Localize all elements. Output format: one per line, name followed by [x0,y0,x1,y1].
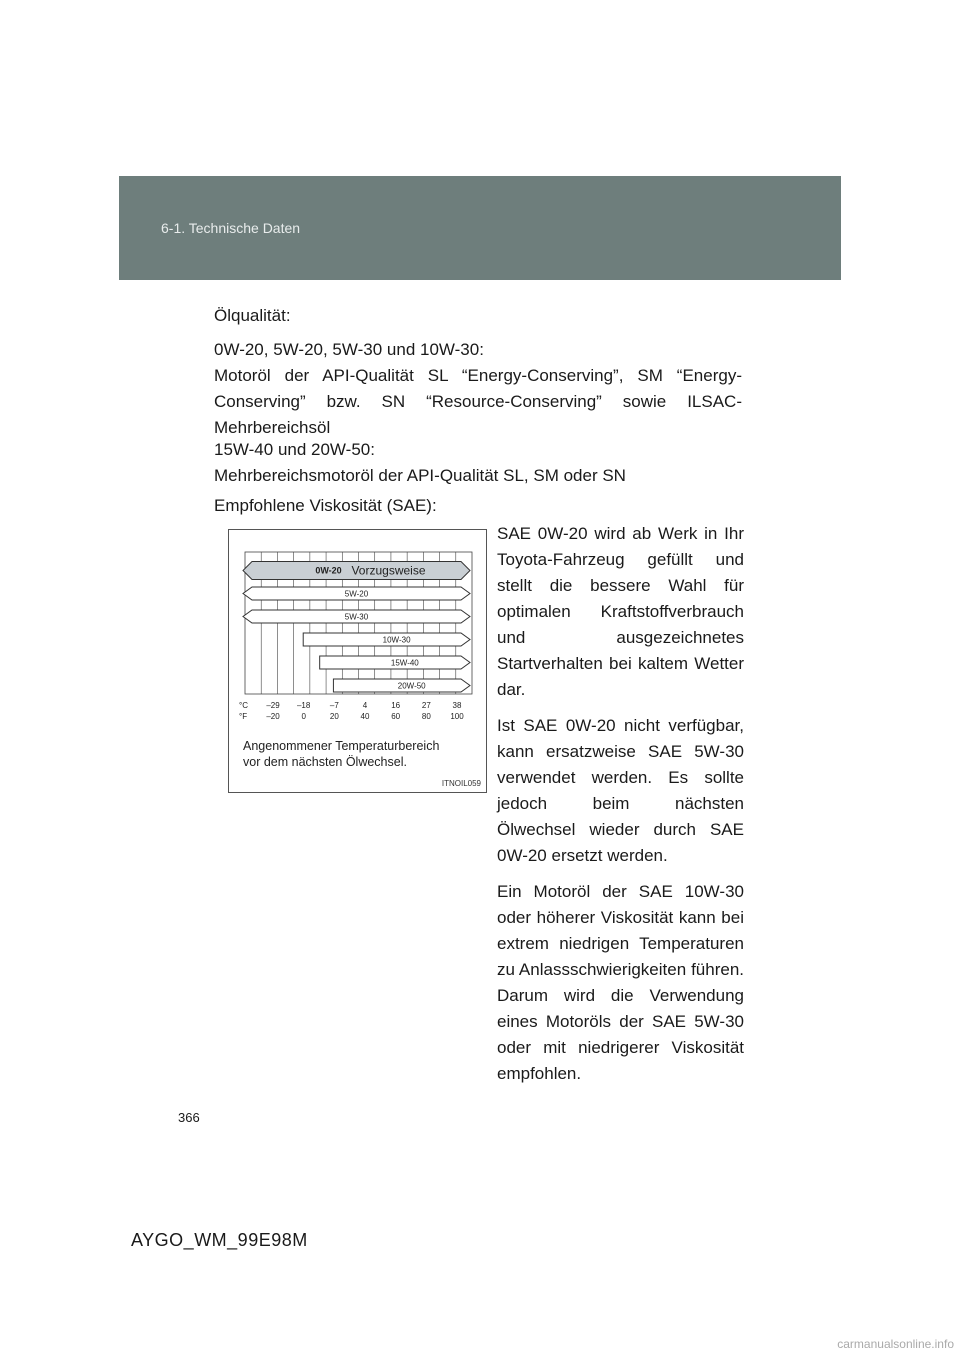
recommendation-paragraph: Ist SAE 0W-20 nicht verfügbar, kann ersatzweise SAE 5W-30 verwendet werden. Es sollte jedoch beim nächsten Ölwechsel wieder durch SAE 0W-20 ersetzt werden. [497,716,744,865]
viscosity-chart [228,529,487,793]
paragraph-title: 0W-20, 5W-20, 5W-30 und 10W-30: [214,340,484,359]
recommendation-text [497,521,744,1097]
paragraph-title: 15W-40 und 20W-50: [214,440,375,459]
paragraph-body: Mehrbereichsmotoröl der API-Qualität SL, SM oder SN [214,466,626,485]
bar-label: 5W-20 [344,589,369,599]
bar-label: 15W-40 [390,658,419,668]
figure-code: ITNOIL059 [441,779,481,788]
bar-label: 20W-50 [397,681,426,691]
section-title: 6-1. Technische Daten [161,220,301,236]
paragraph-high-viscosity [214,437,742,489]
caption-line: vor dem nächsten Ölwechsel. [243,755,407,769]
bar-label: 10W-30 [382,635,411,645]
celsius-tick-label: –7 [329,701,339,710]
fahrenheit-tick-label: –20 [266,712,280,721]
paragraph-low-viscosity [214,337,742,441]
chart-caption [243,738,439,770]
section-header [119,176,841,280]
fahrenheit-unit-label: °F [239,712,248,721]
preferred-label: Vorzugsweise [351,563,426,578]
document-id: AYGO_WM_99E98M [131,1230,308,1250]
paragraph-body: Motoröl der API-Qualität SL “Energy-Conserving”, SM “Energy-Conserving” bzw. SN “Resource-Conserving” sowie ILSAC-Mehrbereichsöl [214,366,742,437]
bar-label: 5W-30 [344,612,369,622]
celsius-tick-label: 38 [452,701,462,710]
watermark: carmanualsonline.info [837,1337,954,1351]
recommendation-paragraph: Ein Motoröl der SAE 10W-30 oder höherer Viskosität kann bei extrem niedrigen Temperaturen zu Anlassschwierigkeiten führen. Darum wird die Verwendung eines Motoröls der SAE 5W-30 oder mit niedrigerer Viskosität empfohlen. [497,882,744,1083]
celsius-unit-label: °C [239,701,248,710]
caption-line: Angenommener Temperaturbereich [243,739,440,753]
celsius-tick-label: –29 [266,701,280,710]
recommendation-paragraph: SAE 0W-20 wird ab Werk in Ihr Toyota-Fahrzeug gefüllt und stellt die bessere Wahl für optimalen Kraftstoffverbrauch und ausgezeichnetes Startverhalten bei kaltem Wetter dar. [497,524,744,699]
fahrenheit-tick-label: 40 [360,712,370,721]
celsius-tick-label: 16 [391,701,401,710]
celsius-tick-label: 27 [421,701,431,710]
celsius-tick-label: 4 [362,701,368,710]
bar-label: 0W-20 [315,565,342,576]
page-number: 366 [178,1110,200,1125]
oil-quality-heading: Ölqualität: [214,306,291,325]
viscosity-heading: Empfohlene Viskosität (SAE): [214,496,437,515]
fahrenheit-tick-label: 100 [450,712,464,721]
fahrenheit-tick-label: 80 [421,712,431,721]
fahrenheit-tick-label: 60 [391,712,401,721]
fahrenheit-tick-label: 20 [329,712,339,721]
celsius-tick-label: –18 [296,701,311,710]
fahrenheit-tick-label: 0 [301,712,306,721]
